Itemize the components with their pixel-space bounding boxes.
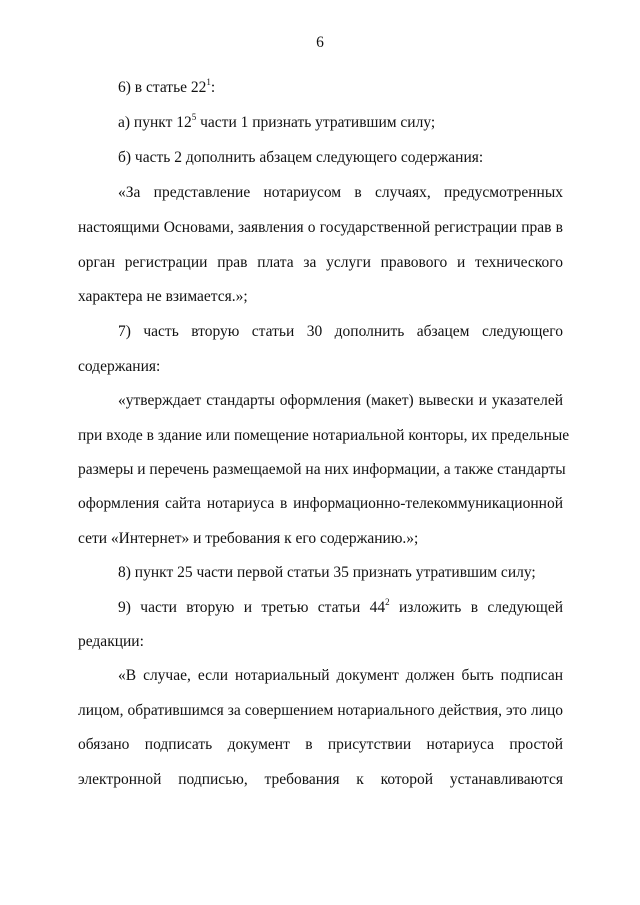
item-6b: б) часть 2 дополнить абзацем следующего содержания: xyxy=(118,149,484,166)
item-6a: а) пункт $12^5$ части 1 признать утратившим силу; xyxy=(118,111,436,131)
item-7-line: 7) часть вторую статьи 30 дополнить абзацем следующего xyxy=(118,323,563,340)
quote-2-line: оформления сайта нотариуса в информационно-телекоммуникационной xyxy=(78,495,563,512)
item-7-line: содержания: xyxy=(78,358,161,375)
quote-2-line: размеры и перечень размещаемой на них информации, а также стандарты xyxy=(78,461,566,478)
quote-1-line: настоящими Основами, заявления о государственной регистрации прав в xyxy=(78,219,563,236)
quote-1-line: орган регистрации прав плата за услуги правового и технического xyxy=(78,254,563,271)
quote-2-line: «утверждает стандарты оформления (макет) вывески и указателей xyxy=(118,392,563,409)
quote-2-line: при входе в здание или помещение нотариальной конторы, их предельные xyxy=(78,427,570,444)
quote-3-line: «В случае, если нотариальный документ должен быть подписан xyxy=(118,667,563,684)
quote-3-line: обязано подписать документ в присутствии нотариуса простой xyxy=(78,736,563,753)
item-6: 6) в статье $22^1$: xyxy=(118,76,216,96)
item-8: 8) пункт 25 части первой статьи 35 признать утратившим силу; xyxy=(118,564,536,581)
quote-3-line: лицом, обратившимся за совершением нотариального действия, это лицо xyxy=(78,702,563,719)
quote-3-line: электронной подписью, требования к которой устанавливаются xyxy=(78,771,563,788)
quote-2-line: сети «Интернет» и требования к его содержанию.»; xyxy=(78,530,419,547)
page-number: 6 xyxy=(316,34,324,51)
item-9-line: 9) части вторую и третью статьи $44^2$ изложить в следующей xyxy=(118,596,563,616)
item-9-line: редакции: xyxy=(78,633,144,650)
quote-1-line: «За представление нотариусом в случаях, предусмотренных xyxy=(118,184,563,201)
quote-1-line: характера не взимается.»; xyxy=(78,288,248,305)
